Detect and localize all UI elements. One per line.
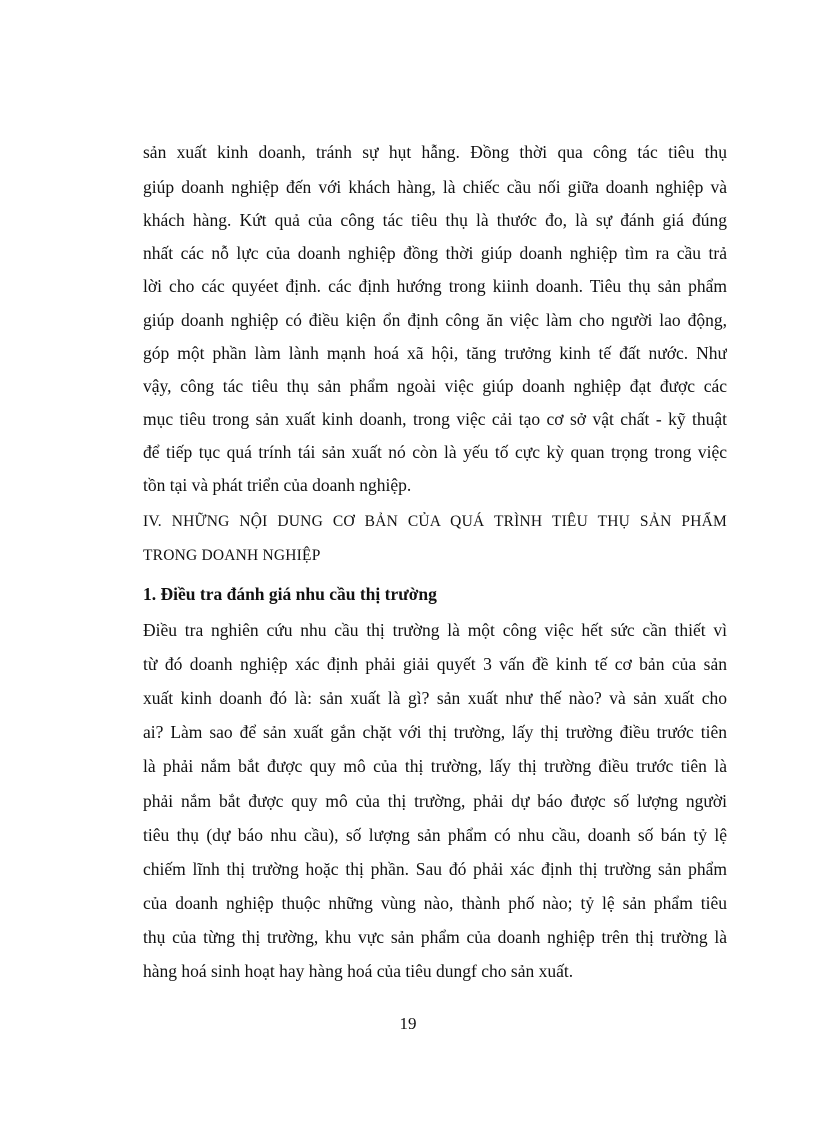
paragraph-line: giúp doanh nghiệp có điều kiện ổn định công ăn việc làm cho người lao động, [143,310,727,330]
paragraph-line: tiêu thụ (dự báo nhu cầu), số lượng sản phẩm có nhu cầu, doanh số bán tỷ lệ [143,825,727,845]
paragraph-line: nhất các nỗ lực của doanh nghiệp đồng thời giúp doanh nghiệp tìm ra cầu trả [143,243,727,263]
subsection-heading: 1. Điều tra đánh giá nhu cầu thị trường [143,584,437,604]
paragraph-line: góp một phần làm lành mạnh hoá xã hội, tăng trưởng kinh tế đất nước. Như [143,343,727,363]
paragraph-line: tồn tại và phát triển của doanh nghiệp. [143,475,412,495]
paragraph-line: phải nắm bắt được quy mô của thị trường, phải dự báo được số lượng người [143,791,727,811]
paragraph-line: mục tiêu trong sản xuất kinh doanh, trong việc cải tạo cơ sở vật chất - kỹ thuật [143,409,727,429]
section-heading-continued: TRONG DOANH NGHIỆP [143,547,321,564]
paragraph-line: chiếm lĩnh thị trường hoặc thị phần. Sau đó phải xác định thị trường sản phẩm [143,859,727,879]
paragraph-line: xuất kinh doanh đó là: sản xuất là gì? sản xuất như thế nào? và sản xuất cho [143,688,727,708]
page-number: 19 [399,1014,417,1033]
paragraph-line: Điều tra nghiên cứu nhu cầu thị trường là một công việc hết sức cần thiết vì [143,620,727,640]
paragraph-line: vậy, công tác tiêu thụ sản phẩm ngoài việc giúp doanh nghiệp đạt được các [143,376,727,396]
paragraph-line: ai? Làm sao để sản xuất gắn chặt với thị trường, lấy thị trường điều trước tiên [143,722,727,742]
paragraph-line: hàng hoá sinh hoạt hay hàng hoá của tiêu dungf cho sản xuất. [143,961,574,981]
paragraph-line: sản xuất kinh doanh, tránh sự hụt hẫng. Đồng thời qua công tác tiêu thụ [143,142,727,162]
paragraph-line: của doanh nghiệp thuộc những vùng nào, thành phố nào; tỷ lệ sản phẩm tiêu [143,893,727,913]
paragraph-line: từ đó doanh nghiệp xác định phải giải quyết 3 vấn đề kinh tế cơ bản của sản [143,654,727,674]
paragraph-line: giúp doanh nghiệp đến với khách hàng, là chiếc cầu nối giữa doanh nghiệp và [143,177,727,197]
paragraph-line: là phải nắm bắt được quy mô của thị trường, lấy thị trường điều trước tiên là [143,756,727,776]
paragraph-line: khách hàng. Kứt quả của công tác tiêu thụ là thước đo, là sự đánh giá đúng [143,210,727,230]
paragraph-line: lời cho các quyéet định. các định hướng trong kiinh doanh. Tiêu thụ sản phẩm [143,276,727,296]
paragraph-line: thụ của từng thị trường, khu vực sản phẩm của doanh nghiệp trên thị trường là [143,927,727,947]
section-heading: IV. NHỮNG NỘI DUNG CƠ BẢN CỦA QUÁ TRÌNH TIÊU THỤ SẢN PHẨM [143,513,727,530]
paragraph-line: để tiếp tục quá trính tái sản xuất nó còn là yếu tố cực kỳ quan trọng trong việc [143,442,727,462]
